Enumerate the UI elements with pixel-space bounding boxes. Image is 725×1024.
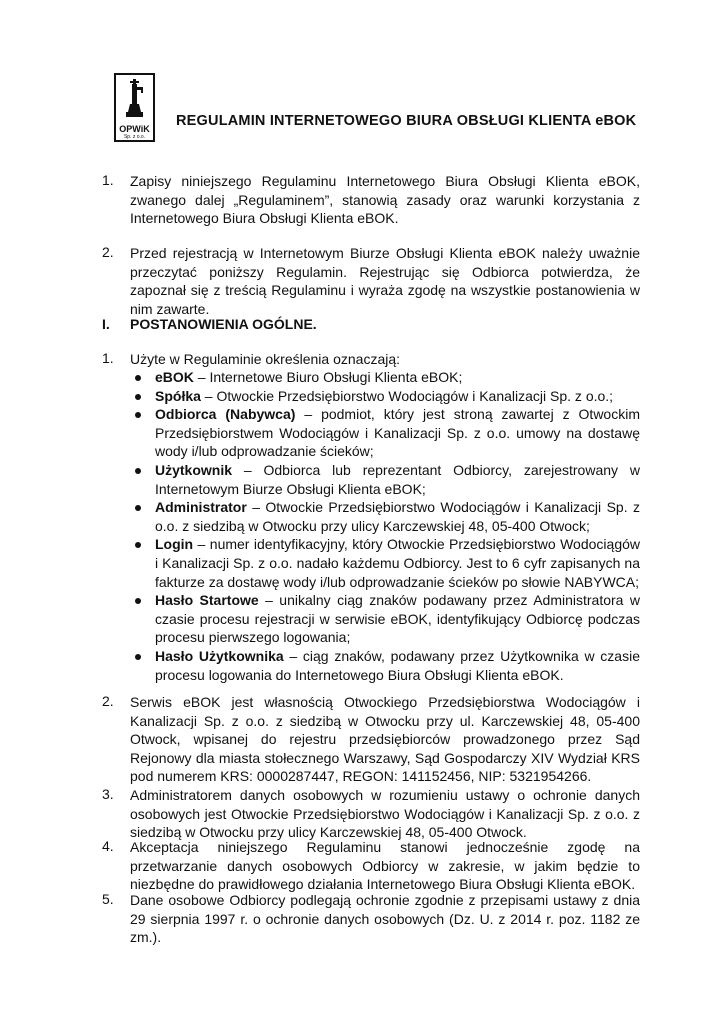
definition-item xyxy=(130,368,640,387)
company-logo xyxy=(114,73,155,142)
logo-subtitle: Sp. z o.o. xyxy=(123,134,146,140)
definition-desc: – podmiot, który jest stroną zawartej z Otwockim Przedsiębiorstwem Wodociągów i Kanalizacji Sp. z o.o. umowy na dostawę wody i/lub odprowadzanie ścieków; xyxy=(155,406,640,460)
definition-term: Hasło Użytkownika xyxy=(155,647,284,664)
logo-name: OPWiK xyxy=(119,124,150,134)
intro-paragraph: Przed rejestracją w Internetowym Biurze Obsługi Klienta eBOK należy uważnie przeczytać poniższy Regulamin. Rejestrując się Odbiorca potwierdza, że zapoznał się z treścią Regulaminu i wyraża zgodę na wszystkie postanowienia w nim zawarte. xyxy=(130,245,640,317)
bullet-icon xyxy=(135,468,141,474)
definition-desc: – numer identyfikacyjny, który Otwockie Przedsiębiorstwo Wodociągów i Kanalizacji Sp. z o.o. nadało każdemu Odbiorcy. Jest to 6 cyfr zapisanych na fakturze za dostawę wody i/lub odprowadzanie ścieków po słowie NABYWCA; xyxy=(155,536,640,590)
item-number: 1. xyxy=(102,350,114,366)
intro-number: 2. xyxy=(102,244,114,260)
bullet-icon xyxy=(135,598,141,604)
bullet-icon xyxy=(135,375,141,381)
item-text: Serwis eBOK jest własnością Otwockiego Przedsiębiorstwa Wodociągów i Kanalizacji Sp. z o.o. z siedzibą w Otwocku przy ul. Karczewskiej 48, 05-400 Otwock, wpisanej do rejestru przedsiębiorców prowadzonego przez Sąd Rejonowy dla miasta stołecznego Warszawy, Sąd Gospodarczy XIV Wydział KRS pod numerem KRS: 0000287447, REGON: 141152456, NIP: 5321954266. xyxy=(130,694,640,785)
item-number: 4. xyxy=(102,838,114,854)
definition-desc: – Otwockie Przedsiębiorstwo Wodociągów i Kanalizacji Sp. z o.o.; xyxy=(200,387,614,404)
document-title: REGULAMIN INTERNETOWEGO BIURA OBSŁUGI KLIENTA eBOK xyxy=(176,113,637,129)
item-number: 5. xyxy=(102,891,114,907)
intro-paragraph: Zapisy niniejszego Regulaminu Internetowego Biura Obsługi Klienta eBOK, zwanego dalej „Regulaminem”, stanowią zasady oraz warunki korzystania z Internetowego Biura Obsługi Klienta eBOK. xyxy=(130,173,640,227)
definition-desc: – Otwockie Przedsiębiorstwo Wodociągów i Kanalizacji Sp. z o.o. z siedzibą w Otwocku przy ulicy Karczewskiej 48, 05-400 Otwock; xyxy=(155,499,640,534)
definition-item xyxy=(130,591,640,647)
definition-term: Spółka xyxy=(155,387,201,404)
definition-desc: – Odbiorca lub reprezentant Odbiorcy, zarejestrowany w Internetowym Biurze Obsługi Klienta eBOK; xyxy=(155,461,640,497)
definition-term: Login xyxy=(155,536,194,553)
item-text: Dane osobowe Odbiorcy podlegają ochronie zgodnie z przepisami ustawy z dnia 29 sierpnia 1997 r. o ochronie danych osobowych (Dz. U. z 2014 r. poz. 1182 ze zm.). xyxy=(130,892,640,946)
bullet-icon xyxy=(135,412,141,418)
definition-desc: – unikalny ciąg znaków podawany przez Administratora w czasie procesu rejestracji w serwisie eBOK, identyfikujący Odbiorcę podczas procesu pierwszego logowania; xyxy=(155,592,640,646)
definitions-list xyxy=(130,368,640,684)
item-text: Administratorem danych osobowych w rozumieniu ustawy o ochronie danych osobowych jest Otwockie Przedsiębiorstwo Wodociągów i Kanalizacji Sp. z o.o. z siedzibą w Otwocku przy ulicy Karczewskiej 48, 05-400 Otwock. xyxy=(130,787,640,841)
section-number: I. xyxy=(102,316,110,332)
definition-term: Odbiorca (Nabywca) xyxy=(155,406,296,423)
definition-item xyxy=(130,535,640,591)
definition-term: Administrator xyxy=(155,499,247,516)
definition-term: Hasło Startowe xyxy=(155,592,259,609)
definition-item xyxy=(130,387,640,406)
bullet-icon xyxy=(135,505,141,511)
water-tap-icon xyxy=(124,79,145,123)
definition-term: Użytkownik xyxy=(155,461,233,478)
definition-item xyxy=(130,461,640,498)
intro-number: 1. xyxy=(102,172,114,188)
item-text: Użyte w Regulaminie określenia oznaczają: xyxy=(130,351,401,367)
bullet-icon xyxy=(135,394,141,400)
bullet-icon xyxy=(135,654,141,660)
definition-item xyxy=(130,498,640,535)
definition-desc: – Internetowe Biuro Obsługi Klienta eBOK; xyxy=(193,369,463,385)
item-text: Akceptacja niniejszego Regulaminu stanowi jednocześnie zgodę na przetwarzanie danych osobowych Odbiorcy w zakresie, w jakim będzie to niezbędne do prawidłowego działania Internetowego Biura Obsługi Klienta eBOK. xyxy=(130,839,640,893)
bullet-icon xyxy=(135,542,141,548)
item-number: 3. xyxy=(102,786,114,802)
definition-term: eBOK xyxy=(155,369,194,385)
definition-desc: – ciąg znaków, podawany przez Użytkownika w czasie procesu logowania do Internetowego Biura Obsługi Klienta eBOK. xyxy=(155,647,640,683)
section-title: POSTANOWIENIA OGÓLNE. xyxy=(130,316,317,332)
definition-item xyxy=(130,405,640,461)
definition-item xyxy=(130,647,640,684)
item-number: 2. xyxy=(102,693,114,709)
